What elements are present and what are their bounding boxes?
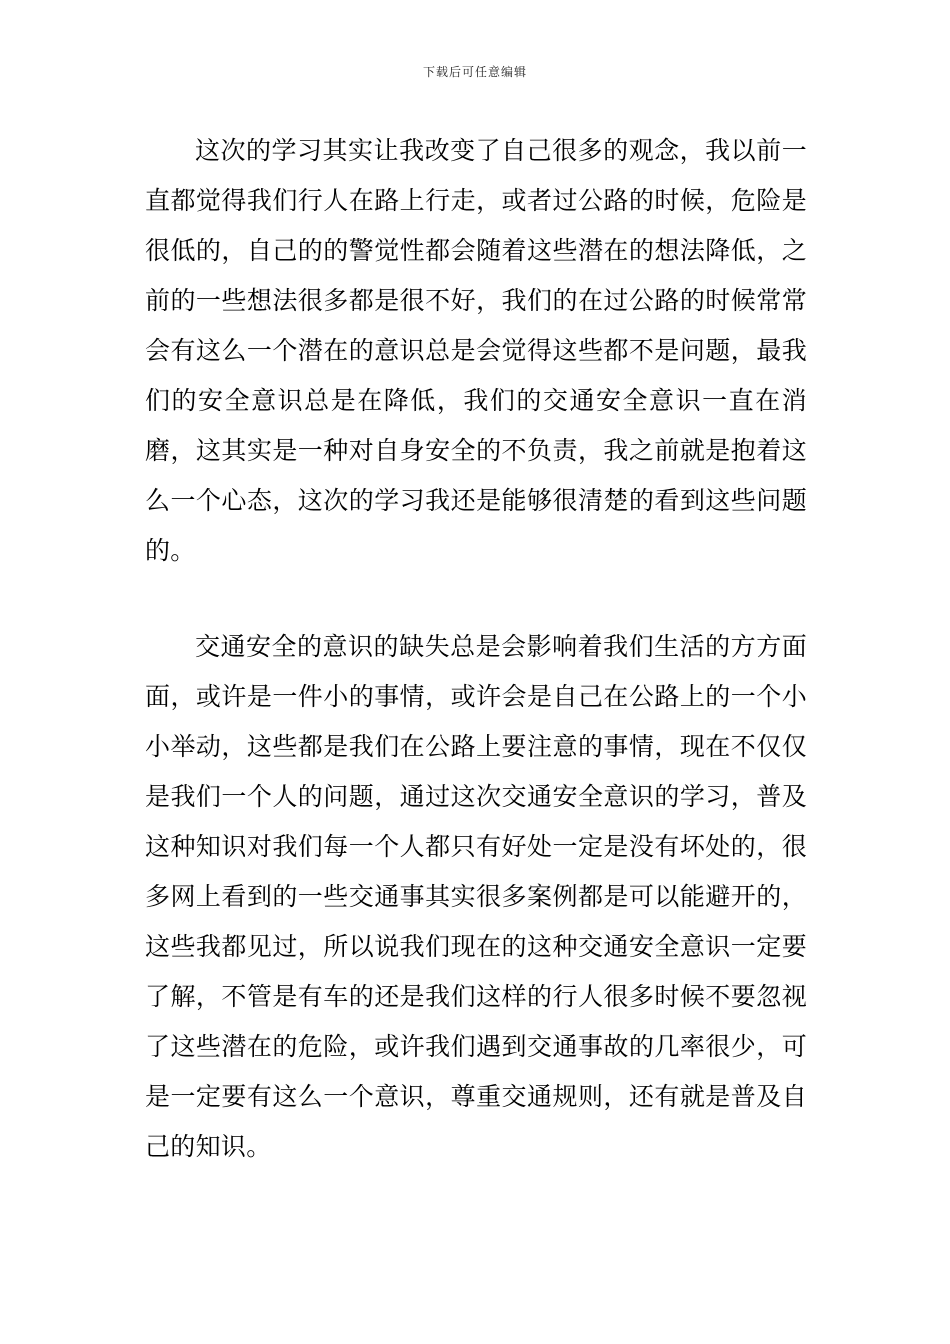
body-paragraph-2: 交通安全的意识的缺失总是会影响着我们生活的方方面面，或许是一件小的事情，或许会是自己在公路上的一个小小举动，这些都是我们在公路上要注意的事情，现在不仅仅是我们一个人的问题，通过这次交通安全意识的学习，普及这种知识对我们每一个人都只有好处一定是没有坏处的，很多网上看到的一些交通事其实很多案例都是可以能避开的，这些我都见过，所以说我们现在的这种交通安全意识一定要了解，不管是有车的还是我们这样的行人很多时候不要忽视了这些潜在的危险，或许我们遇到交通事故的几率很少，可是一定要有这么一个意识，尊重交通规则，还有就是普及自己的知识。 (145, 632, 807, 1161)
header-note: 下载后可任意编辑 (422, 65, 527, 79)
body-paragraph-1: 这次的学习其实让我改变了自己很多的观念，我以前一直都觉得我们行人在路上行走，或者过公路的时候，危险是很低的，自己的的警觉性都会随着这些潜在的想法降低，之前的一些想法很多都是很不好，我们的在过公路的时候常常会有这么一个潜在的意识总是会觉得这些都不是问题，最我们的安全意识总是在降低，我们的交通安全意识一直在消磨，这其实是一种对自身安全的不负责，我之前就是抱着这么一个心态，这次的学习我还是能够很清楚的看到这些问题的。 (145, 136, 807, 565)
